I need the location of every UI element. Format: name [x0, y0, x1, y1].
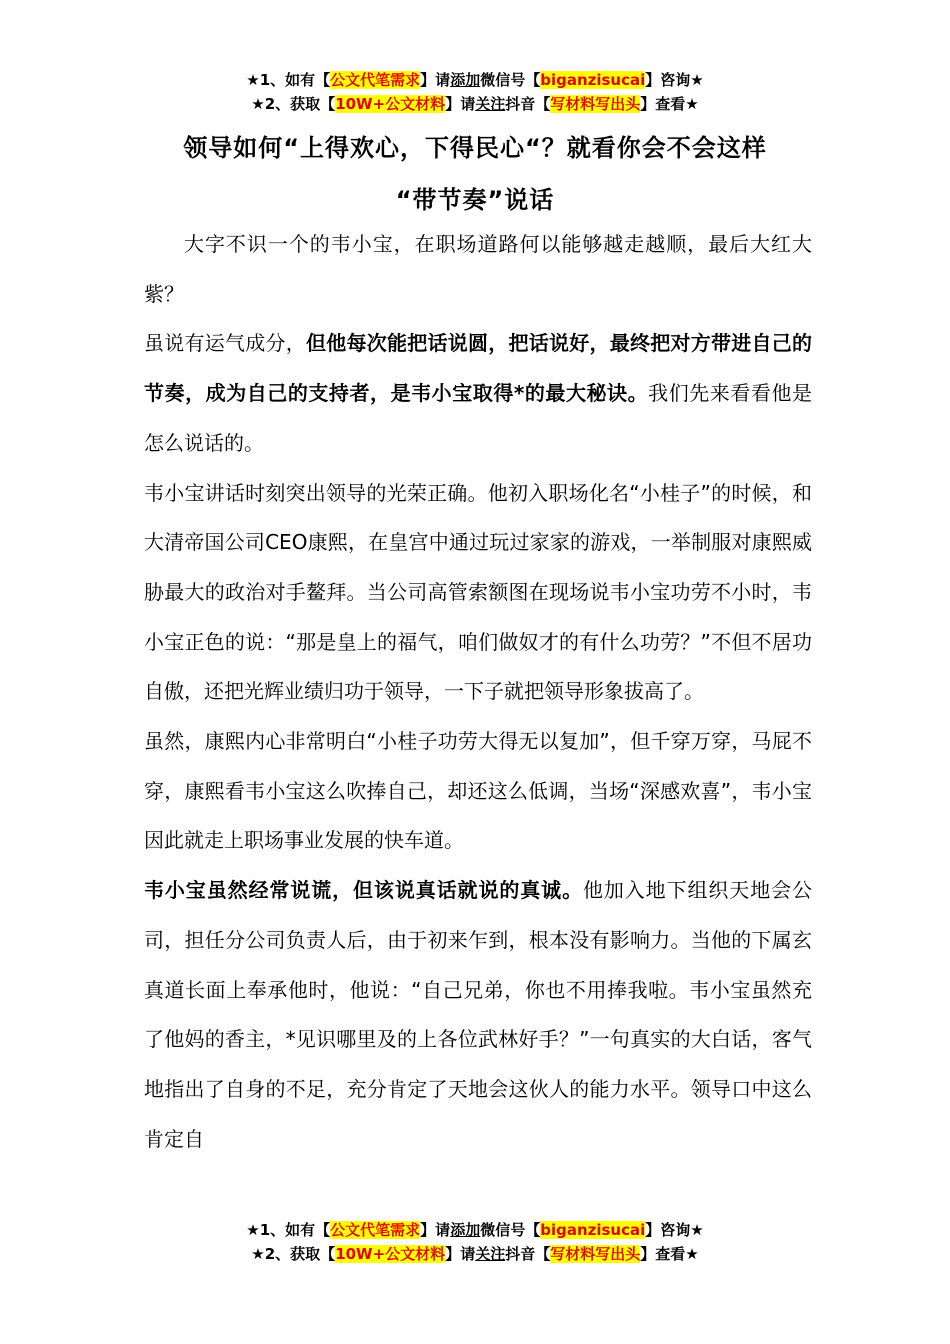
- highlight-douyin: 写材料写出头: [550, 95, 641, 113]
- highlight-materials: 10W+公文材料: [335, 95, 446, 113]
- paragraph-2: [144, 319, 812, 468]
- paragraph-bold: 韦小宝虽然经常说谎，但该说真话就说的真诚。: [144, 878, 583, 903]
- banner-text: 】请: [420, 1221, 451, 1239]
- banner-text: 】咨询★: [645, 1221, 704, 1239]
- banner-line-2: [0, 92, 950, 116]
- highlight-douyin: 写材料写出头: [550, 1245, 641, 1263]
- footer-banner: [0, 1218, 950, 1266]
- paragraph-5: [144, 866, 812, 1164]
- paragraph-text: 虽说有运气成分，: [144, 331, 306, 356]
- paragraph-text: 我们先来看看他是怎么说话的。: [144, 381, 812, 455]
- paragraph-text: 他加入地下组织天地会公司，担任分公司负责人后，由于初来乍到，根本没有影响力。当他的下属玄真道长面上奉承他时，他说：“自己兄弟，你也不用捧我啦。韦小宝虽然充了他妈的香主，*见识哪里及的上各位武林好手？”一句真实的大白话，客气地指出了自身的不足，充分肯定了天地会这伙人的能力水平。领导口中这么肯定自: [144, 878, 813, 1151]
- banner-text: 】查看★: [640, 1245, 699, 1263]
- paragraph-bold: 但他每次能把话说圆，把话说好，最终把对方带进自己的节奏，成为自己的支持者，是韦小宝取得*的最大秘诀。: [144, 331, 812, 406]
- paragraph-4: 虽然，康熙内心非常明白“小桂子功劳大得无以复加”，但千穿万穿，马屁不穿，康熙看韦小宝这么吹捧自己，却还这么低调，当场“深感欢喜”，韦小宝因此就走上职场事业发展的快车道。: [144, 729, 812, 853]
- highlight-materials: 10W+公文材料: [335, 1245, 446, 1263]
- paragraph-3: 韦小宝讲话时刻突出领导的光荣正确。他初入职场化名“小桂子”的时候，和大清帝国公司CEO康熙，在皇宫中通过玩过家家的游戏，一举制服对康熙威胁最大的政治对手鳌拜。当公司高管索额图在现场说韦小宝功劳不小时，韦小宝正色的说：“那是皇上的福气，咱们做奴才的有什么功劳？”不但不居功自傲，还把光辉业绩归功于领导，一下子就把领导形象拔高了。: [144, 480, 812, 704]
- banner-text: ★1、如有【: [246, 1221, 331, 1239]
- banner-underlined: 添加: [450, 1221, 481, 1239]
- banner-text: 】请: [420, 71, 451, 89]
- banner-line-1: [0, 68, 950, 92]
- title-line-2: “带节奏”说话: [395, 186, 555, 214]
- banner-text: 】请: [445, 95, 476, 113]
- highlight-service: 公文代笔需求: [330, 71, 421, 89]
- banner-text: ★2、获取【: [251, 1245, 336, 1263]
- banner-text: ★2、获取【: [251, 95, 336, 113]
- banner-text: 抖音【: [505, 1245, 551, 1263]
- highlight-service: 公文代笔需求: [330, 1221, 421, 1239]
- banner-text: 微信号【: [480, 71, 541, 89]
- banner-text: 微信号【: [480, 1221, 541, 1239]
- banner-text: 】咨询★: [645, 71, 704, 89]
- article-title: [120, 122, 830, 226]
- header-banner: [0, 68, 950, 116]
- banner-line-2: [0, 1242, 950, 1266]
- banner-underlined: 关注: [475, 1245, 506, 1263]
- paragraph-1: 大字不识一个的韦小宝，在职场道路何以能够越走越顺，最后大红大紫？: [144, 232, 812, 306]
- banner-text: 】请: [445, 1245, 476, 1263]
- banner-underlined: 添加: [450, 71, 481, 89]
- highlight-wechat-id: biganzisucai: [540, 1221, 646, 1239]
- article-body: [144, 220, 812, 1164]
- banner-text: ★1、如有【: [246, 71, 331, 89]
- title-line-1: 领导如何“上得欢心，下得民心“？就看你会不会这样: [183, 134, 767, 162]
- banner-text: 】查看★: [640, 95, 699, 113]
- banner-line-1: [0, 1218, 950, 1242]
- banner-underlined: 关注: [475, 95, 506, 113]
- banner-text: 抖音【: [505, 95, 551, 113]
- highlight-wechat-id: biganzisucai: [540, 71, 646, 89]
